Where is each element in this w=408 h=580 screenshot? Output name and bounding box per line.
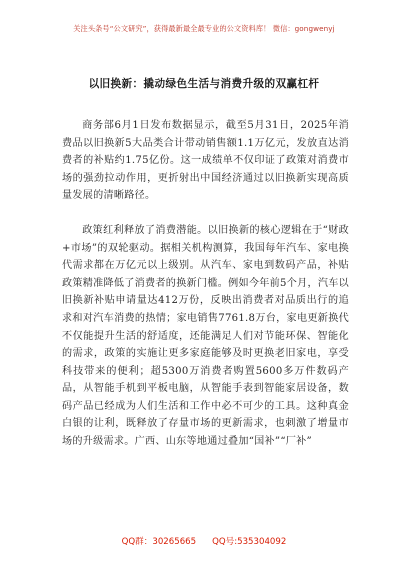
article-paragraph-1: 商务部6月1日发布数据显示，截至5月31日，2025年消费品以旧换新5大品类合计带动销售额1.1万亿元，发放直达消费者的补贴约1.75亿份。这一成绩单不仅印证了政策对消费市场的强劲拉动作用，更折射出中国经济通过以旧换新实现高质量发展的清晰路径。 — [62, 120, 349, 202]
article-body — [62, 117, 349, 450]
article-paragraph-2: 政策红利释放了消费潜能。以旧换新的核心逻辑在于“财政+市场”的双轮驱动。据相关机构测算，我国每年汽车、家电换代需求都在万亿元以上级别。从汽车、家电到数码产品，补贴政策精准降低了消费者的换新门槛。例如今年前5个月，汽车以旧换新补贴申请量达412万份，反映出消费者对品质出行的追求和对汽车消费的热情；家电销售7761.8万台，家电更新换代不仅能提升生活的舒适度，还能满足人们对节能环保、智能化的需求，政策的实施让更多家庭能够及时更换老旧家电，享受科技带来的便利；超5300万消费者购置5600多万件数码产品，从智能手机到平板电脑，从智能手表到智能家居设备，数码产品已经成为人们生活和工作中必不可少的工具。这种真金白银的让利，既释放了存量市场的更新需求，也刺激了增量市场的升级需求。广西、山东等地通过叠加“国补”“厂补” — [62, 225, 349, 447]
article-title: 以旧换新：撬动绿色生活与消费升级的双赢杠杆 — [88, 78, 320, 90]
footer-qq-number: QQ号:535304092 — [212, 537, 287, 547]
footer-qq-group: QQ群：30265665 — [121, 537, 197, 547]
footer-contact — [0, 535, 408, 547]
header-promo-note: 关注头条号“公文研究”，获得最新最全最专业的公文资料库！ 微信：gongwenyj — [73, 24, 335, 33]
